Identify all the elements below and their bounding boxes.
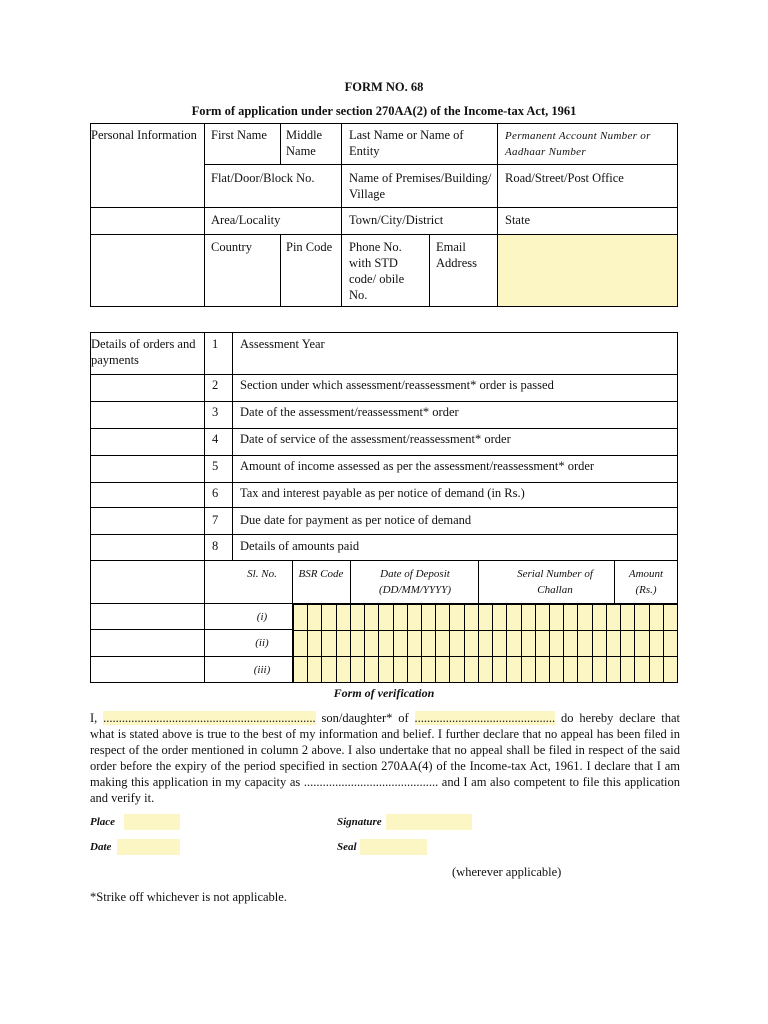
row-5-no: 5	[212, 459, 219, 473]
signature-input[interactable]	[386, 814, 472, 830]
bsr-code-header: BSR Code	[298, 568, 344, 580]
challan-serial-header: Serial Number of Challan	[517, 568, 593, 596]
payment-char-box[interactable]	[549, 630, 564, 657]
payment-char-box[interactable]	[350, 630, 365, 657]
payment-char-box[interactable]	[435, 656, 450, 683]
payment-char-box[interactable]	[378, 656, 393, 683]
payment-char-box[interactable]	[563, 656, 578, 683]
verif-part-4: and I am also competent to file this application and verify it.	[90, 775, 681, 805]
payment-char-box[interactable]	[577, 656, 592, 683]
payment-char-box[interactable]	[307, 630, 322, 657]
payment-char-box[interactable]	[407, 604, 422, 631]
payment-char-box[interactable]	[421, 656, 436, 683]
verification-text	[90, 710, 680, 806]
payment-char-box[interactable]	[649, 604, 664, 631]
row-3-no: 3	[212, 405, 219, 419]
payment-char-box[interactable]	[620, 604, 635, 631]
town-label: Town/City/District	[349, 213, 444, 227]
payment-char-box[interactable]	[606, 604, 621, 631]
payment-char-box[interactable]	[421, 630, 436, 657]
form-number: FORM NO. 68	[344, 80, 424, 94]
payment-char-box[interactable]	[449, 604, 464, 631]
payment-char-box[interactable]	[393, 630, 408, 657]
payment-char-box[interactable]	[606, 630, 621, 657]
row-7-no: 7	[212, 513, 219, 527]
wherever-applicable-note: (wherever applicable)	[452, 865, 562, 879]
capacity-dots-field[interactable]: ...........................................	[303, 775, 439, 789]
payment-char-box[interactable]	[464, 630, 479, 657]
payment-char-box[interactable]	[364, 604, 379, 631]
row-1-text: Assessment Year	[240, 337, 325, 351]
email-label: Email Address	[436, 240, 477, 270]
payment-char-box[interactable]	[464, 604, 479, 631]
seal-input[interactable]	[360, 839, 427, 855]
payment-char-box[interactable]	[634, 604, 649, 631]
payment-char-box[interactable]	[663, 630, 678, 657]
payment-char-box[interactable]	[336, 604, 351, 631]
payment-char-box[interactable]	[407, 630, 422, 657]
form-subtitle: Form of application under section 270AA(2) of the Income-tax Act, 1961	[191, 104, 577, 118]
payment-char-box[interactable]	[378, 604, 393, 631]
payment-char-box[interactable]	[449, 656, 464, 683]
seal-label: Seal	[337, 841, 357, 853]
payment-char-box[interactable]	[293, 656, 308, 683]
payment-char-box[interactable]	[307, 656, 322, 683]
flat-label: Flat/Door/Block No.	[211, 171, 315, 185]
payment-char-box[interactable]	[393, 656, 408, 683]
row-2-text: Section under which assessment/reassessment* order is passed	[240, 378, 554, 392]
payment-char-box[interactable]	[293, 604, 308, 631]
row-3-text: Date of the assessment/reassessment* order	[240, 405, 459, 419]
payment-char-box[interactable]	[620, 630, 635, 657]
payment-char-box[interactable]	[435, 630, 450, 657]
payment-char-box[interactable]	[364, 656, 379, 683]
date-label: Date	[90, 841, 112, 853]
payment-char-box[interactable]	[492, 656, 507, 683]
row-2-no: 2	[212, 378, 219, 392]
verif-part-1: I,	[90, 711, 98, 725]
payment-char-box[interactable]	[336, 630, 351, 657]
payment-char-box[interactable]	[321, 630, 336, 657]
payment-char-box[interactable]	[521, 656, 536, 683]
payment-char-box[interactable]	[364, 630, 379, 657]
payment-char-box[interactable]	[592, 604, 607, 631]
verif-part-2: son/daughter* of	[321, 711, 409, 725]
row-6-text: Tax and interest payable as per notice of demand (in Rs.)	[240, 486, 525, 500]
payment-char-box[interactable]	[521, 604, 536, 631]
payment-char-box[interactable]	[521, 630, 536, 657]
first-name-label: First Name	[211, 128, 267, 142]
payment-char-box[interactable]	[634, 656, 649, 683]
payment-char-box[interactable]	[663, 604, 678, 631]
payment-char-box[interactable]	[321, 656, 336, 683]
payment-input-grid[interactable]	[293, 604, 677, 682]
payment-char-box[interactable]	[492, 604, 507, 631]
payment-char-box[interactable]	[577, 604, 592, 631]
payment-char-box[interactable]	[606, 656, 621, 683]
payment-char-box[interactable]	[535, 604, 550, 631]
payment-char-box[interactable]	[435, 604, 450, 631]
payment-row-i: (i)	[256, 611, 268, 623]
signature-label: Signature	[337, 816, 382, 828]
payment-char-box[interactable]	[577, 630, 592, 657]
payment-char-box[interactable]	[506, 656, 521, 683]
area-label: Area/Locality	[211, 213, 281, 227]
orders-section-label: Details of orders and payments	[91, 337, 196, 367]
state-label: State	[505, 213, 530, 227]
pan-input-field[interactable]	[498, 235, 677, 306]
payment-char-box[interactable]	[592, 630, 607, 657]
middle-name-label: Middle Name	[286, 128, 323, 158]
sl-no-header: Sl. No.	[247, 568, 277, 580]
row-8-no: 8	[212, 539, 219, 553]
strike-off-footnote: *Strike off whichever is not applicable.	[90, 890, 287, 904]
pan-label: Permanent Account Number or Aadhaar Number	[505, 130, 651, 158]
payment-char-box[interactable]	[464, 656, 479, 683]
row-5-text: Amount of income assessed as per the assessment/reassessment* order	[240, 459, 595, 473]
payment-char-box[interactable]	[407, 656, 422, 683]
parent-dots-field[interactable]: .............................................	[414, 711, 556, 725]
payment-char-box[interactable]	[350, 656, 365, 683]
row-4-no: 4	[212, 432, 219, 446]
verif-part-3: do hereby declare that what is stated above is true to the best of my information and belief. I further declare that no appeal has been filed in respect of the order mentioned in column 2 above. I also undertake that no appeal shall be filed in respect of the said order before the expiry of the period specified in section 270AA(4) of the Income-tax Act, 1961. I declare that I am making this application in my capacity as	[90, 711, 680, 789]
payment-char-box[interactable]	[336, 656, 351, 683]
country-label: Country	[211, 240, 252, 254]
payment-char-box[interactable]	[592, 656, 607, 683]
amount-header: Amount (Rs.)	[628, 568, 664, 596]
payment-char-box[interactable]	[449, 630, 464, 657]
row-6-no: 6	[212, 486, 219, 500]
payment-row-iii: (iii)	[253, 664, 271, 676]
payment-char-box[interactable]	[563, 630, 578, 657]
payment-char-box[interactable]	[506, 630, 521, 657]
date-input[interactable]	[117, 839, 180, 855]
payment-char-box[interactable]	[378, 630, 393, 657]
payment-char-box[interactable]	[620, 656, 635, 683]
place-input[interactable]	[124, 814, 180, 830]
payment-char-box[interactable]	[492, 630, 507, 657]
payment-char-box[interactable]	[663, 656, 678, 683]
payment-char-box[interactable]	[649, 630, 664, 657]
pin-code-label: Pin Code	[286, 240, 333, 254]
road-label: Road/Street/Post Office	[505, 171, 624, 185]
payment-char-box[interactable]	[535, 630, 550, 657]
payment-char-box[interactable]	[549, 656, 564, 683]
payment-char-box[interactable]	[307, 604, 322, 631]
name-dots-field[interactable]: ....................................................................	[103, 711, 316, 725]
row-4-text: Date of service of the assessment/reassessment* order	[240, 432, 511, 446]
premises-label: Name of Premises/Building/ Village	[349, 171, 492, 201]
payment-char-box[interactable]	[321, 604, 336, 631]
date-of-deposit-header: Date of Deposit (DD/MM/YYYY)	[378, 568, 452, 596]
payment-char-box[interactable]	[649, 656, 664, 683]
row-7-text: Due date for payment as per notice of demand	[240, 513, 472, 527]
payment-char-box[interactable]	[478, 656, 493, 683]
payment-char-box[interactable]	[549, 604, 564, 631]
payment-char-box[interactable]	[478, 630, 493, 657]
personal-info-label: Personal Information	[91, 128, 197, 142]
row-1-no: 1	[212, 337, 219, 351]
row-8-text: Details of amounts paid	[240, 539, 360, 553]
payment-row-ii: (ii)	[255, 637, 269, 649]
payment-char-box[interactable]	[293, 630, 308, 657]
payment-char-box[interactable]	[350, 604, 365, 631]
phone-label: Phone No. with STD code/ obile No.	[349, 240, 405, 302]
payment-char-box[interactable]	[634, 630, 649, 657]
payment-char-box[interactable]	[478, 604, 493, 631]
payment-char-box[interactable]	[563, 604, 578, 631]
last-name-label: Last Name or Name of Entity	[349, 128, 464, 158]
payment-char-box[interactable]	[506, 604, 521, 631]
place-label: Place	[90, 816, 116, 828]
verification-heading: Form of verification	[333, 686, 435, 700]
payment-char-box[interactable]	[535, 656, 550, 683]
payment-char-box[interactable]	[393, 604, 408, 631]
payment-char-box[interactable]	[421, 604, 436, 631]
